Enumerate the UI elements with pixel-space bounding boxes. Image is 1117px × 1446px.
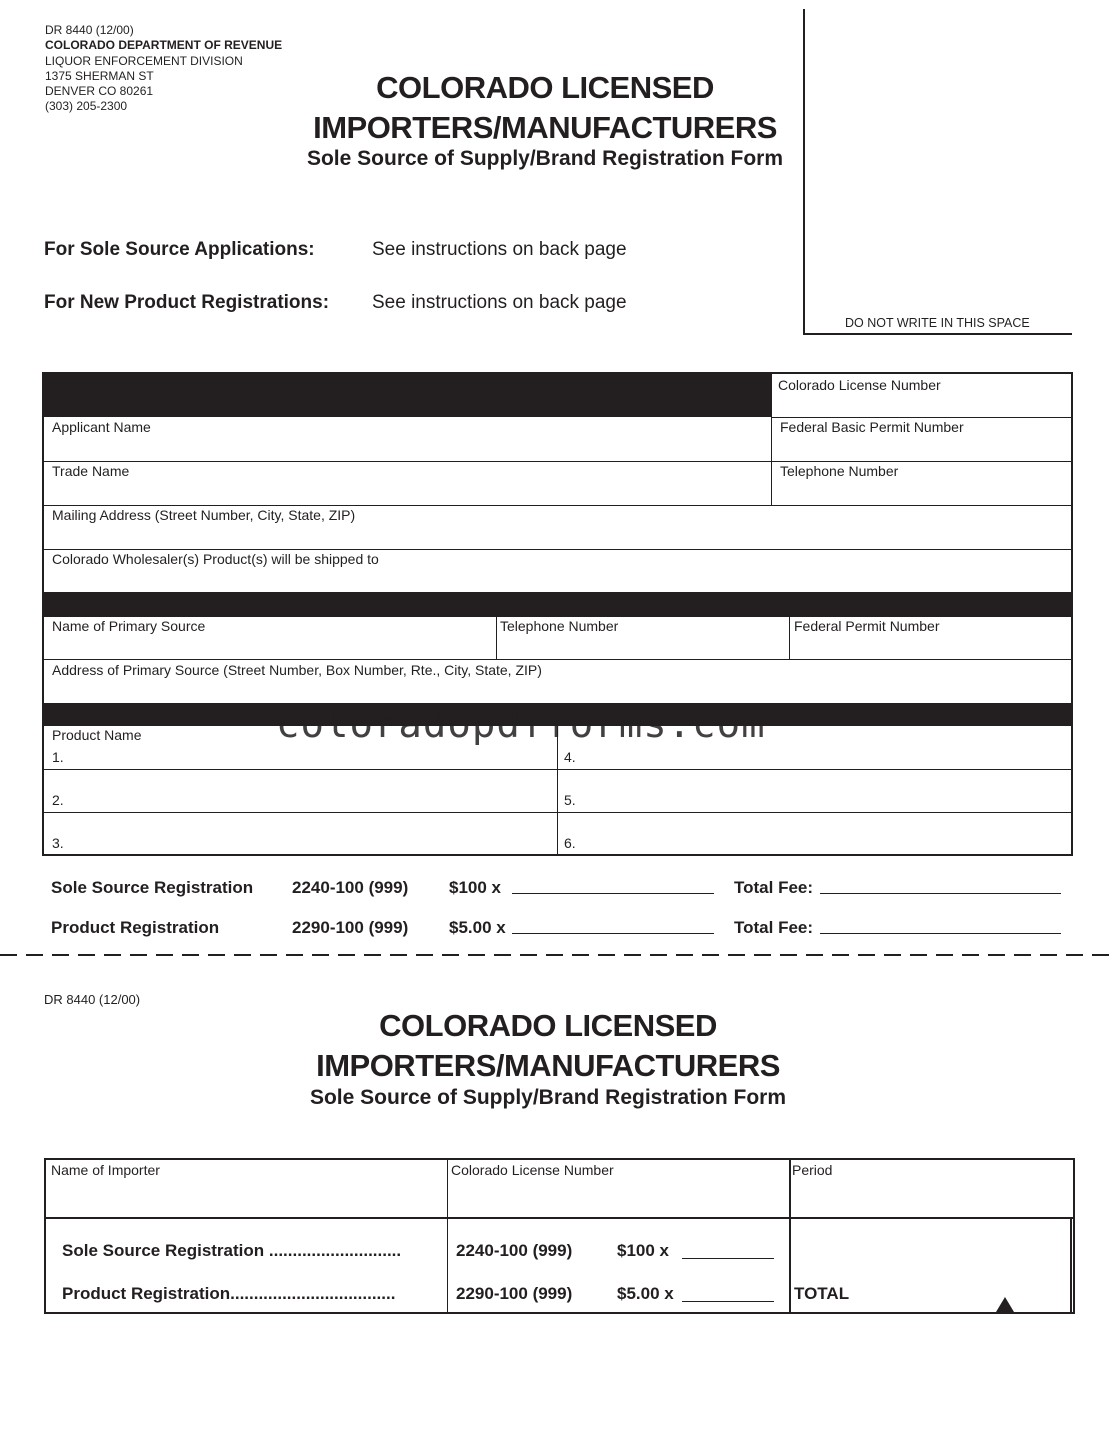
product-1-field[interactable]: 1. [52,749,64,765]
product-fee-label: Product Registration [51,918,220,937]
stub-product-code: 2290-100 (999) [456,1284,573,1303]
form-title-line2: IMPORTERS/MANUFACTURERS [313,110,777,145]
agency-city: DENVER CO 80261 [45,84,154,99]
applicant-name-field[interactable]: Applicant Name [52,419,151,435]
importer-name-field[interactable]: Name of Importer [51,1162,160,1178]
do-not-write-notice: DO NOT WRITE IN THIS SPACE [845,316,1030,330]
stub-product-quantity-line[interactable] [682,1301,774,1302]
new-product-instructions-label: For New Product Registrations: [44,292,330,313]
office-use-baseline [803,333,1072,335]
agency-name: COLORADO DEPARTMENT OF REVENUE [45,38,283,53]
sole-source-quantity-line[interactable] [512,893,714,894]
primary-source-telephone-field[interactable]: Telephone Number [500,618,619,634]
wholesalers-field[interactable]: Colorado Wholesaler(s) Product(s) will be shipped to [52,551,379,567]
agency-street: 1375 SHERMAN ST [45,68,154,83]
colorado-license-field[interactable]: Colorado License Number [778,377,941,393]
division-name: LIQUOR ENFORCEMENT DIVISION [45,53,243,68]
primary-source-address-field[interactable]: Address of Primary Source (Street Number, Box Number, Rte., City, State, ZIP) [52,662,542,678]
form-subtitle: Sole Source of Supply/Brand Registration Form [306,147,784,170]
remittance-stub [44,1158,1075,1314]
stub-sole-source-code: 2240-100 (999) [456,1241,573,1260]
stub-sole-source-label: Sole Source Registration ............................ [62,1241,402,1260]
agency-address-block [45,23,282,115]
telephone-field[interactable]: Telephone Number [780,463,899,479]
sole-source-total-line[interactable] [820,893,1061,894]
stub-total-label: TOTAL [794,1284,850,1303]
product-fee-rate: $5.00 x [449,918,506,937]
primary-source-name-field[interactable]: Name of Primary Source [52,618,206,634]
stub-sole-source-rate: $100 x [617,1241,669,1260]
product-quantity-line[interactable] [512,933,714,934]
tear-line [0,954,1117,956]
federal-basic-permit-field[interactable]: Federal Basic Permit Number [780,419,964,435]
product-3-field[interactable]: 3. [52,835,64,851]
sole-source-instructions-text: See instructions on back page [372,239,627,260]
stub-license-field[interactable]: Colorado License Number [451,1162,614,1178]
section-bar-primary-source [44,592,1073,617]
stub-title-line2: IMPORTERS/MANUFACTURERS [316,1048,780,1083]
stub-sole-source-quantity-line[interactable] [682,1258,774,1259]
stub-form-number: DR 8440 (12/00) [44,992,141,1007]
sole-source-instructions-label: For Sole Source Applications: [44,239,315,260]
stub-product-label: Product Registration................................... [62,1284,396,1303]
product-6-field[interactable]: 6. [564,835,576,851]
agency-phone: (303) 205-2300 [45,99,128,114]
form-title [290,68,800,148]
stub-product-rate: $5.00 x [617,1284,674,1303]
sole-source-total-label: Total Fee: [734,878,814,897]
product-total-line[interactable] [820,933,1061,934]
mailing-address-field[interactable]: Mailing Address (Street Number, City, State, ZIP) [52,507,356,523]
trade-name-field[interactable]: Trade Name [52,463,130,479]
product-5-field[interactable]: 5. [564,792,576,808]
product-4-field[interactable]: 4. [564,749,576,765]
form-title-line1: COLORADO LICENSED [376,70,714,105]
product-fee-code: 2290-100 (999) [292,918,409,937]
stub-subtitle: Sole Source of Supply/Brand Registration Form [309,1086,787,1109]
registration-form [42,372,1073,856]
sole-source-fee-rate: $100 x [449,878,501,897]
new-product-instructions-text: See instructions on back page [372,292,627,313]
arrow-up-icon [996,1297,1014,1312]
form-number: DR 8440 (12/00) [45,23,134,37]
sole-source-fee-code: 2240-100 (999) [292,878,409,897]
stub-title-line1: COLORADO LICENSED [379,1008,717,1043]
section-bar-applicant [44,374,771,417]
product-total-label: Total Fee: [734,918,814,937]
product-2-field[interactable]: 2. [52,792,64,808]
primary-source-federal-permit-field[interactable]: Federal Permit Number [794,618,940,634]
product-name-label: Product Name [52,727,142,743]
office-use-divider [803,9,805,335]
period-field[interactable]: Period [792,1162,833,1178]
sole-source-fee-label: Sole Source Registration [51,878,254,897]
watermark: coloradopdfforms.com [276,702,766,747]
stub-title [290,1006,806,1086]
